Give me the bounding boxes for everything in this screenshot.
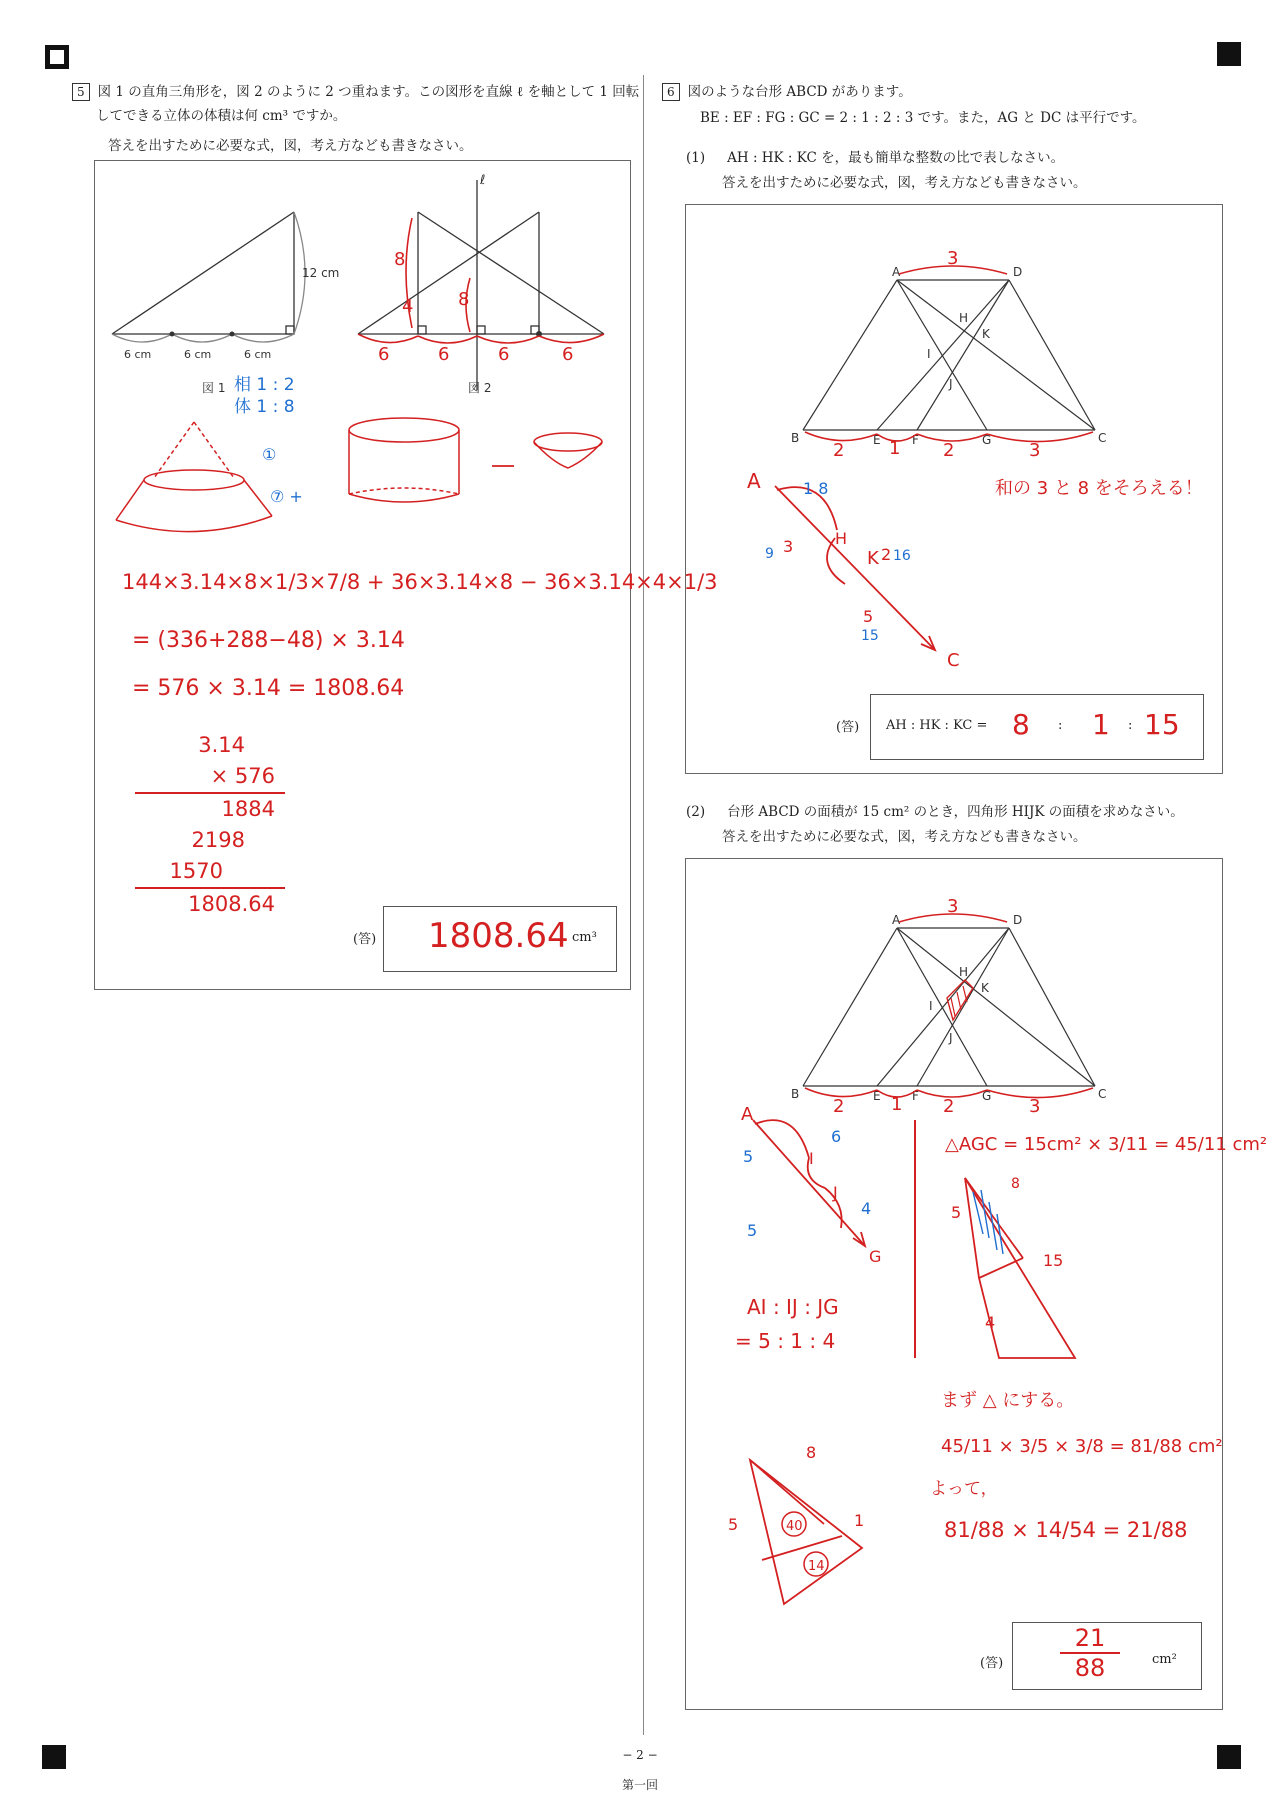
svg-text:1 8: 1 8 <box>803 479 829 498</box>
q6-p2-therefore: よって， <box>930 1479 998 1499</box>
fig1-height-label: 12 cm <box>302 266 340 280</box>
svg-text:2: 2 <box>833 1096 845 1117</box>
svg-text:I: I <box>927 347 931 361</box>
fig1-seg-1: 6 cm <box>124 348 152 361</box>
svg-text:①: ① <box>262 445 277 464</box>
q6-p1-answer-3: 15 <box>1144 708 1180 741</box>
fig2-label: 図 2 <box>468 381 492 395</box>
svg-text:D: D <box>1013 913 1023 927</box>
svg-text:G: G <box>869 1247 882 1266</box>
p2-ratio-label: AI : IJ : JG <box>747 1295 839 1319</box>
q6-p2-answer-unit: cm² <box>1152 1652 1177 1667</box>
q5-figures <box>94 160 629 680</box>
svg-text:1: 1 <box>891 1094 903 1115</box>
svg-text:4: 4 <box>402 296 414 317</box>
q6-part1-figure <box>685 204 1221 674</box>
svg-text:E: E <box>873 1089 881 1103</box>
q6-p2-answer-label: (答) <box>980 1656 1004 1671</box>
svg-text:K: K <box>981 981 989 995</box>
svg-text:16: 16 <box>893 548 911 564</box>
axis-label: ℓ <box>480 173 486 188</box>
svg-text:2: 2 <box>943 1096 955 1117</box>
svg-text:H: H <box>959 311 969 325</box>
svg-text:A: A <box>892 265 901 279</box>
svg-text:6: 6 <box>831 1127 842 1146</box>
exam-round: 第一回 <box>621 1778 658 1792</box>
q6-p1-answer-1: 8 <box>1012 708 1030 741</box>
p2-ratio-value: = 5 : 1 : 4 <box>735 1329 836 1353</box>
svg-text:8: 8 <box>458 289 470 310</box>
svg-text:K: K <box>867 548 879 569</box>
q6-p1-answer-2: 1 <box>1092 708 1110 741</box>
q6-header <box>662 80 1262 104</box>
svg-text:2: 2 <box>881 545 892 564</box>
svg-text:6: 6 <box>498 344 510 365</box>
svg-text:C: C <box>947 650 960 671</box>
p2-first: まず △ にする。 <box>941 1390 1075 1411</box>
svg-text:F: F <box>912 433 919 447</box>
svg-text:4: 4 <box>861 1199 872 1218</box>
q6-text-line1: 図のような台形 ABCD があります。 <box>687 84 912 100</box>
svg-text:5: 5 <box>743 1147 754 1166</box>
q6-p2-answer-numerator: 21 <box>1060 1624 1120 1654</box>
q6-part2-instruction: 答えを出すために必要な式，図，考え方なども書きなさい。 <box>722 829 1087 845</box>
svg-text:C: C <box>1098 431 1107 445</box>
q5-work-line2: = (336+288−48) × 3.14 <box>132 628 405 653</box>
q6-p1-sep-2: : <box>1128 718 1133 733</box>
svg-text:4: 4 <box>985 1313 996 1332</box>
svg-text:6: 6 <box>438 344 450 365</box>
note-similar-ratio: 相 1 : 2 <box>234 375 295 395</box>
q6-number: 6 <box>662 83 680 101</box>
svg-text:40: 40 <box>786 1519 803 1534</box>
svg-text:3: 3 <box>947 896 959 917</box>
svg-text:C: C <box>1098 1087 1107 1101</box>
svg-text:I: I <box>929 999 933 1013</box>
q5-work-line1: 144×3.14×8×1/3×7/8 + 36×3.14×8 − 36×3.14×4×1/3 <box>122 570 718 594</box>
svg-text:D: D <box>1013 265 1023 279</box>
svg-text:K: K <box>982 327 990 341</box>
svg-text:5: 5 <box>747 1221 758 1240</box>
svg-text:A: A <box>747 469 761 493</box>
svg-text:B: B <box>791 431 800 445</box>
svg-text:6: 6 <box>378 344 390 365</box>
q5-text-line1: 図 1 の直角三角形を，図 2 のように 2 つ重ねます。この図形を直線 ℓ を軸として 1 回転 <box>97 84 640 100</box>
frustum-sketch <box>116 422 272 532</box>
svg-text:J: J <box>949 377 953 391</box>
q5-multiplication: 3.14 × 576 1884 2198 1570 1808.64 <box>135 730 285 920</box>
svg-text:8: 8 <box>1011 1176 1020 1192</box>
fig1-seg-3: 6 cm <box>244 348 272 361</box>
svg-text:A: A <box>892 913 901 927</box>
q6-part2-num: (2) <box>686 804 706 820</box>
q6-part2-header <box>686 800 1184 824</box>
fig1-label: 図 1 <box>202 381 226 395</box>
q6-p1-answer-prefix: AH : HK : KC = <box>886 718 988 733</box>
p1-note: 和の 3 と 8 をそろえる！ <box>995 478 1203 499</box>
svg-text:B: B <box>791 1087 800 1101</box>
svg-text:6: 6 <box>562 344 574 365</box>
svg-text:I: I <box>809 1149 814 1168</box>
q5-answer-value: 1808.64 <box>428 916 569 956</box>
svg-text:5: 5 <box>863 607 874 626</box>
p1-bottom-label-2: 1 <box>889 438 901 459</box>
svg-text:J: J <box>833 1183 838 1202</box>
q5-work-line3: = 576 × 3.14 = 1808.64 <box>132 676 405 701</box>
q6-p2-final: 81/88 × 14/54 = 21/88 <box>944 1518 1188 1542</box>
q6-part1-text: AH : HK : KC を，最も簡単な整数の比で表しなさい。 <box>727 150 1065 166</box>
q5-number: 5 <box>72 83 90 101</box>
svg-text:15: 15 <box>1043 1251 1064 1270</box>
svg-text:A: A <box>741 1104 754 1125</box>
q6-text-line2: BE : EF : FG : GC = 2 : 1 : 2 : 3 です。また，AG と DC は平行です。 <box>700 110 1146 126</box>
svg-text:9: 9 <box>765 546 774 562</box>
q6-part1-header <box>686 146 1064 170</box>
cone-sketch <box>534 433 602 468</box>
svg-text:8: 8 <box>806 1443 817 1462</box>
registration-mark-bottom-left <box>42 1745 66 1769</box>
svg-text:14: 14 <box>808 1559 825 1574</box>
p2-calc: 45/11 × 3/5 × 3/8 = 81/88 cm² <box>941 1436 1223 1457</box>
registration-mark-top-left <box>45 45 69 69</box>
q6-part1-num: (1) <box>686 150 706 166</box>
q6-p1-sep-1: : <box>1058 718 1063 733</box>
svg-text:G: G <box>982 433 992 447</box>
svg-text:5: 5 <box>951 1203 962 1222</box>
svg-text:3: 3 <box>1029 1096 1041 1117</box>
registration-mark-top-right <box>1217 42 1241 66</box>
svg-text:⑦ +: ⑦ + <box>270 487 303 506</box>
q5-text-line2: してできる立体の体積は何 cm³ ですか。 <box>96 108 347 124</box>
q6-part1-instruction: 答えを出すために必要な式，図，考え方なども書きなさい。 <box>722 175 1087 191</box>
svg-text:E: E <box>873 433 881 447</box>
fig1-seg-2: 6 cm <box>184 348 212 361</box>
svg-text:F: F <box>912 1089 919 1103</box>
page-number: − 2 − <box>622 1748 658 1762</box>
svg-text:15: 15 <box>861 628 879 644</box>
svg-text:H: H <box>959 965 969 979</box>
q6-p2-answer-denominator: 88 <box>1074 1654 1106 1682</box>
svg-text:1: 1 <box>854 1511 865 1530</box>
q6-p2-answer-fraction <box>1060 1624 1120 1682</box>
q6-part2-sketch2 <box>720 1440 900 1620</box>
registration-mark-bottom-right <box>1217 1745 1241 1769</box>
q5-answer-unit: cm³ <box>572 930 597 945</box>
note-volume-ratio: 体 1 : 8 <box>234 397 295 417</box>
p1-bottom-label-1: 2 <box>833 440 845 461</box>
p1-bottom-label-3: 2 <box>943 440 955 461</box>
p1-top-label: 3 <box>947 248 959 269</box>
q6-p1-answer-label: (答) <box>836 720 860 735</box>
svg-text:J: J <box>949 1031 953 1045</box>
svg-text:8: 8 <box>394 249 406 270</box>
column-divider <box>643 75 644 1735</box>
p2-agc-area: △AGC = 15cm² × 3/11 = 45/11 cm² <box>945 1134 1268 1155</box>
svg-text:3: 3 <box>783 537 794 556</box>
svg-text:G: G <box>982 1089 992 1103</box>
cylinder-sketch <box>349 418 459 502</box>
q5-header <box>72 80 642 104</box>
figure1 <box>112 212 305 342</box>
q5-answer-label: (答) <box>353 932 377 947</box>
svg-text:5: 5 <box>728 1515 739 1534</box>
p1-bottom-label-4: 3 <box>1029 440 1041 461</box>
q5-instruction: 答えを出すために必要な式，図，考え方なども書きなさい。 <box>108 138 473 154</box>
svg-text:H: H <box>835 529 848 548</box>
q6-part2-text: 台形 ABCD の面積が 15 cm² のとき，四角形 HIJK の面積を求めなさい。 <box>727 804 1184 820</box>
